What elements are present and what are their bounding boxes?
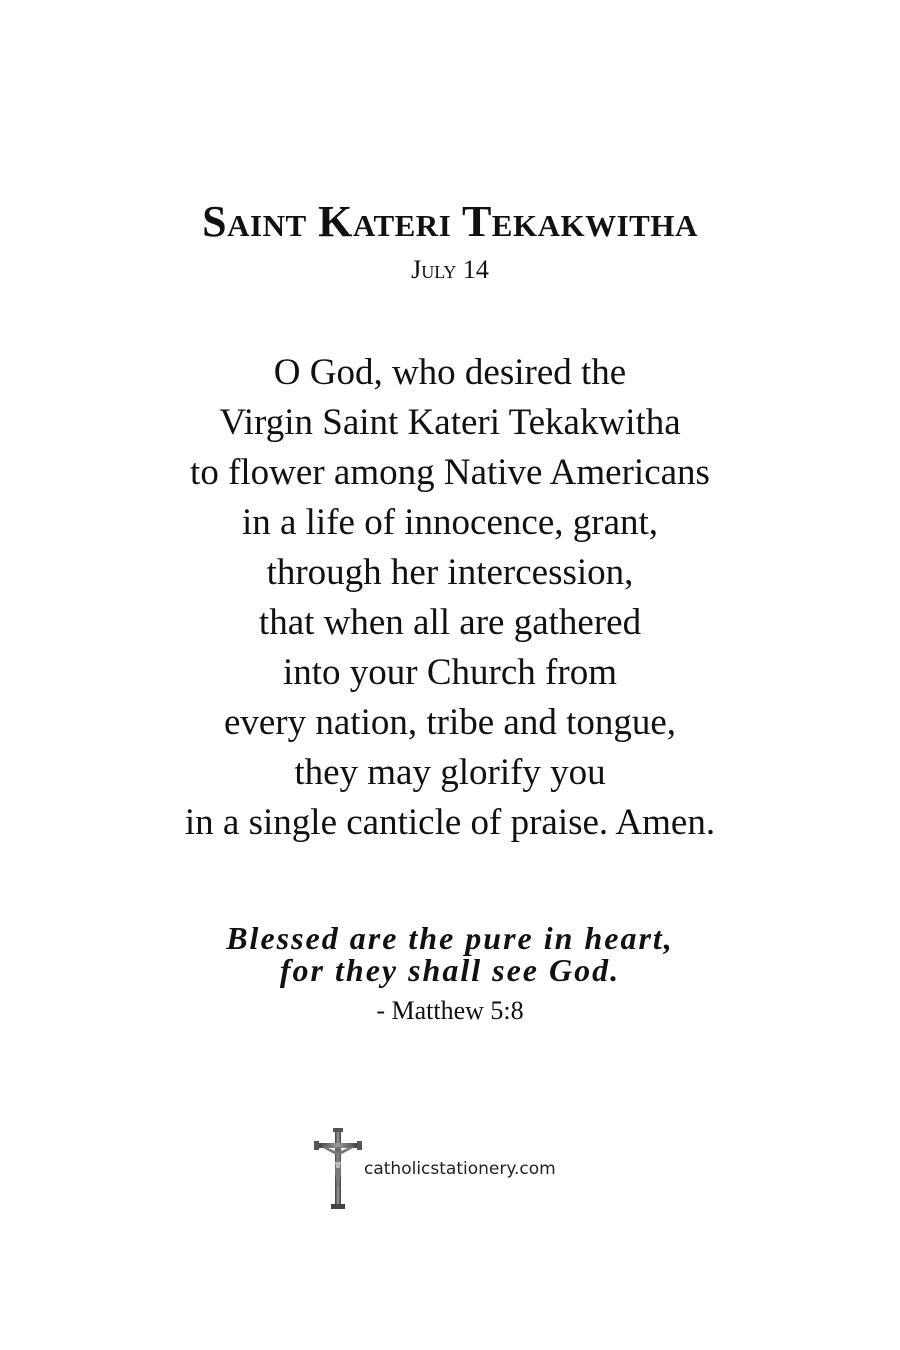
prayer-line: that when all are gathered bbox=[258, 602, 642, 643]
feast-date: July 14 bbox=[411, 255, 489, 284]
prayer-line: through her intercession, bbox=[266, 552, 634, 593]
prayer-line: Virgin Saint Kateri Tekakwitha bbox=[219, 402, 681, 443]
prayer-line: in a life of innocence, grant, bbox=[241, 502, 659, 543]
prayer-line: to flower among Native Americans bbox=[190, 452, 710, 493]
prayer-line: every nation, tribe and tongue, bbox=[223, 702, 677, 743]
scripture-citation: - Matthew 5:8 bbox=[376, 996, 524, 1025]
prayer-line: in a single canticle of praise. Amen. bbox=[184, 802, 716, 843]
footer-branding bbox=[314, 1128, 556, 1210]
page-title: Saint Kateri Tekakwitha bbox=[202, 197, 698, 246]
crucifix-icon bbox=[314, 1128, 362, 1210]
prayer-text bbox=[0, 348, 900, 848]
scripture-line: Blessed are the pure in heart, bbox=[226, 920, 674, 956]
website-url: catholicstationery.com bbox=[364, 1159, 556, 1179]
scripture-quote bbox=[0, 922, 900, 986]
scripture-line: for they shall see God. bbox=[279, 952, 621, 988]
prayer-line: O God, who desired the bbox=[273, 352, 627, 393]
prayer-line: they may glorify you bbox=[294, 752, 606, 793]
prayer-line: into your Church from bbox=[283, 652, 617, 693]
